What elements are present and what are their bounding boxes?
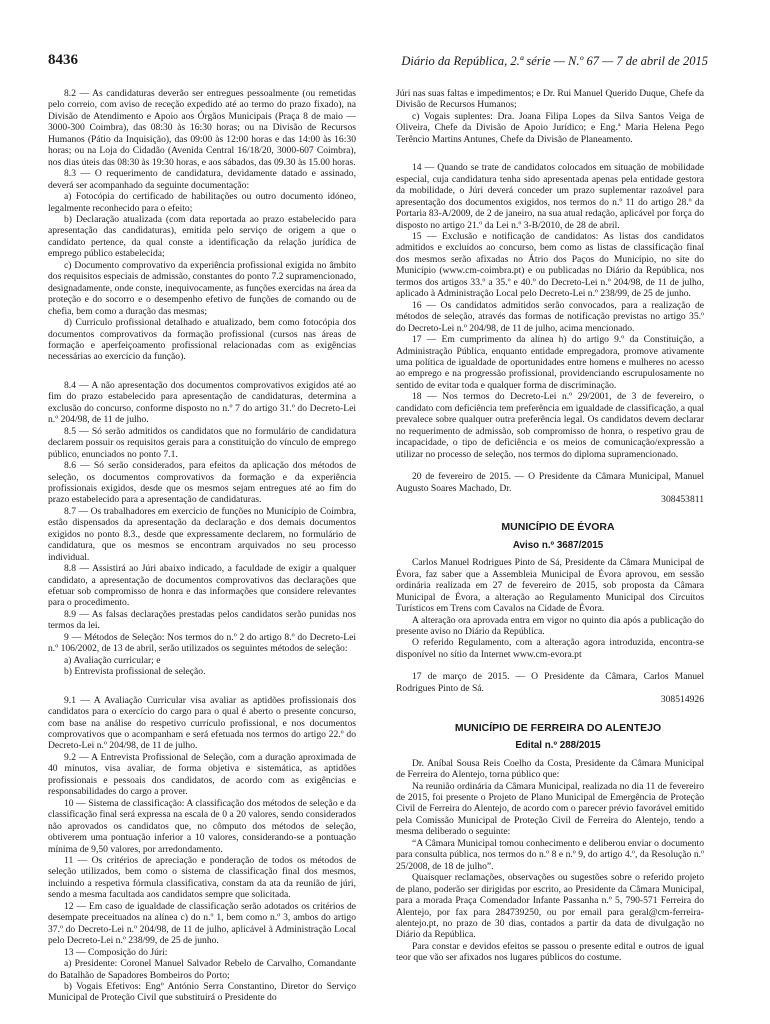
list-item: b) Declaração atualizada (com data reportada ao prazo estabelecido para apresentação das candidaturas), emitida pelo serviço de origem a que o candidato pertence, da qual conste a identificação da relação jurídica de emprego público estabelecida;	[48, 213, 356, 260]
page-number: 8436	[48, 52, 78, 68]
paragraph: Dr. Aníbal Sousa Reis Coelho da Costa, Presidente da Câmara Municipal de Ferreira do Alentejo, torna público que:	[396, 757, 704, 781]
paragraph: Júri nas suas faltas e impedimentos; e Dr. Rui Manuel Querido Duque, Chefe da Divisão de Recursos Humanos;	[396, 88, 704, 111]
reference-number: 308453811	[661, 493, 704, 505]
page-header	[48, 52, 708, 74]
list-item: a) Fotocópia do certificado de habilitações ou outro documento idóneo, legalmente reconhecido para o efeito;	[48, 191, 356, 214]
paragraph: Quaisquer reclamações, observações ou sugestões sobre o referido projeto de plano, poderão ser dirigidas por escrito, ao Presidente da Câmara Municipal, para a morada Praça Comendador Infante Passanha n.º 5, 790-571 Ferreira do Alentejo, por fax para 284739250, ou por email para geral@cm-ferreira-alentejo.pt, no prazo de 30 dias, contados a partir da data de divulgação no Diário da República.	[396, 872, 704, 941]
paragraph: 13 — Composição do Júri:	[64, 946, 168, 958]
list-item: c) Documento comprovativo da experiência profissional exigida no âmbito dos requisitos especiais de admissão, constantes do ponto 7.2 supramencionado, designadamente, onde conste, inequivocamente, as funções exercidas na área da proteção e do socorro e o desempenho efetivo de funções de comando ou de chefia, bem como a duração das mesmas;	[48, 259, 356, 317]
paragraph: 12 — Em caso de igualdade de classificação serão adotados os critérios de desempate preceituados na alínea c) do n.º 1, bem como n.º 3, ambos do artigo 37.º do Decreto-Lei n.º 204/98, de 11 de julho, aplicável à Administração Local pelo Decreto-Lei n.º 238/99, de 25 de junho.	[48, 900, 356, 947]
paragraph: 16 — Os candidatos admitidos serão convocados, para a realização de métodos de seleção, através das formas de notificação previstas no artigo 35.º do Decreto-Lei n.º 204/98, de 11 de julho, acima mencionado.	[396, 299, 704, 334]
paragraph: “A Câmara Municipal tomou conhecimento e deliberou enviar o documento para consulta pública, nos termos do n.º 8 e n.º 9, do artigo 4.º, da Resolução n.º 25/2008, de 18 de julho”.	[396, 837, 704, 872]
paragraph: Na reunião ordinária da Câmara Municipal, realizada no dia 11 de fevereiro de 2015, foi presente o Projeto de Plano Municipal de Emergência de Proteção Civil de Ferreira do Alentejo, de acordo com o parecer prévio favorável emitido pela Comissão Municipal de Proteção Civil de Ferreira do Alentejo, tendo a mesma deliberado o seguinte:	[396, 780, 704, 838]
list-item: d) Curriculo profissional detalhado e atualizado, bem como fotocópia dos documentos comprovativos da formação profissional (cursos nas áreas de formação e aperfeiçoamento profissional relacionadas com as exigências necessárias ao exercício da função).	[48, 317, 356, 363]
list-item: a) Presidente: Coronel Manuel Salvador Rebelo de Carvalho, Comandante do Batalhão de Sapadores Bombeiros do Porto;	[48, 958, 356, 981]
paragraph: 8.7 — Os trabalhadores em exercício de funções no Município de Coimbra, estão dispensados da apresentação da declaração e dos demais documentos exigidos no ponto 8.3., desde que expressamente declarem, no formulário de candidatura, que os mesmos se encontram arquivados no seu processo individual.	[48, 505, 356, 563]
paragraph: Carlos Manuel Rodrigues Pinto de Sá, Presidente da Câmara Municipal de Évora, faz saber que a Assembleia Municipal de Évora aprovou, em sessão ordinária realizada em 27 de fevereiro de 2015, sob proposta da Câmara Municipal de Évora, a alteração ao Regulamento Municipal dos Circuitos Turísticos em Trens com Cavalos na Cidade de Évora.	[396, 557, 704, 615]
signature-line: 17 de março de 2015. — O Presidente da Câmara, Carlos Manuel Rodrigues Pinto de Sá.	[396, 671, 704, 694]
notice-title: Aviso n.º 3687/2015	[512, 539, 604, 551]
journal-title: Diário da República, 2.ª série — N.º 67 — 7 de abril de 2015	[401, 54, 708, 68]
paragraph: 17 — Em cumprimento da alínea h) do artigo 9.º da Constituição, a Administração Pública, enquanto entidade empregadora, promove ativamente uma política de igualdade de oportunidades entre homens e mulheres no acesso ao emprego e na progressão profissional, providenciando escrupulosamente no sentido de evitar toda e qualquer forma de discriminação.	[396, 334, 704, 391]
paragraph: 8.9 — As falsas declarações prestadas pelos candidatos serão punidas nos termos da lei.	[48, 608, 356, 632]
paragraph: O referido Regulamento, com a alteração agora introduzida, encontra-se disponível no sítio da Internet www.cm-evora.pt	[396, 637, 704, 660]
section-heading: MUNICÍPIO DE ÉVORA	[501, 521, 615, 534]
reference-number: 308514926	[660, 694, 704, 706]
list-item: b) Vogais Efetivos: Engº António Serra Constantino, Diretor do Serviço Municipal de Proteção Civil que substituirá o Presidente do	[48, 980, 356, 1004]
paragraph: 8.6 — Só serão considerados, para efeitos da aplicação dos métodos de seleção, os documentos comprovativos da formação e da experiência profissionais exigidos, desde que os mesmos sejam entregues até ao fim do prazo estabelecido para a apresentação de candidaturas.	[48, 460, 356, 506]
paragraph: 8.2 — As candidaturas deverão ser entregues pessoalmente (ou remetidas pelo correio, com aviso de receção expedido até ao termo do prazo fixado), na Divisão de Atendimento e Apoio aos Órgãos Municipais (Praça 8 de maio — 3000-300 Coimbra), das 08:30 às 16:30 horas; ou na Divisão de Recursos Humanos (Pátio da Inquisição), das 09:00 às 12:00 horas e das 14:00 às 16:30 horas; ou na Loja do Cidadão (Avenida Central 16/18/20, 3000-607 Coimbra), nos dias úteis das 08:30 às 19:30 horas, e aos sábados, das 09.30 às 15.00 horas.	[48, 88, 356, 168]
paragraph: 9 — Métodos de Seleção: Nos termos do n.º 2 do artigo 8.º do Decreto-Lei n.º 106/2002, de 13 de abril, serão utilizados os seguintes métodos de seleção:	[48, 631, 356, 655]
paragraph: 8.5 — Só serão admitidos os candidatos que no formulário de candidatura declarem possuir os requisitos gerais para a constituição do vínculo de emprego público, enunciados no ponto 7.1.	[48, 425, 356, 460]
paragraph: 8.4 — A não apresentação dos documentos comprovativos exigidos até ao fim do prazo estabelecido para apresentação de candidaturas, determina a exclusão do concurso, conforme disposto no n.º 7 do artigo 31.º do Decreto-Lei n.º 204/98, de 11 de julho.	[48, 379, 356, 426]
paragraph: 18 — Nos termos do Decreto-Lei n.º 29/2001, de 3 de fevereiro, o candidato com deficiência tem preferência em igualdade de classificação, a qual prevalece sobre qualquer outra preferência legal. Os candidatos devem declarar no requerimento de admissão, sob compromisso de honra, o respetivo grau de incapacidade, o tipo de deficiência e os meios de comunicação/expressão a utilizar no processo de seleção, nos termos do diploma supramencionado.	[396, 391, 704, 460]
section-heading: MUNICÍPIO DE FERREIRA DO ALENTEJO	[454, 721, 662, 734]
left-column	[48, 88, 356, 1004]
paragraph: Para constar e devidos efeitos se passou o presente edital e outros de igual teor que vão ser afixados nos lugares públicos do costume.	[396, 940, 704, 964]
paragraph: 8.3 — O requerimento de candidatura, devidamente datado e assinado, deverá ser acompanhado da seguinte documentação:	[48, 168, 356, 191]
list-item: a) Avaliação curricular; e	[64, 654, 161, 666]
paragraph: 9.1 — A Avaliação Curricular visa avaliar as aptidões profissionais dos candidatos para o exercício do cargo para o qual é aberto o presente concurso, com base na análise do respetivo currículo profissional, e nos documentos comprovativos que o acompanham e será efetuada nos termos do artigo 22.º do Decreto-Lei n.º 204/98, de 11 de julho.	[48, 694, 356, 752]
paragraph: 15 — Exclusão e notificação de candidatos: As listas dos candidatos admitidos e excluídos ao concurso, bem como as listas de classificação final dos mesmos serão afixadas no Átrio dos Paços do Município, no site do Município (www.cm-coimbra.pt) e ou publicadas no Diário da República, nos termos dos artigos 33.º a 35.º e 40.º do Decreto-Lei n.º 204/98, de 11 de julho, aplicado à Administração Local pelo Decreto-Lei n.º 238/99, de 25 de junho.	[396, 230, 704, 300]
list-item: c) Vogais suplentes: Dra. Joana Filipa Lopes da Silva Santos Veiga de Oliveira, Chefe da Divisão de Apoio Jurídico; e Eng.ª Maria Helena Pego Terêncio Martins Antunes, Chefe da Divisão de Planeamento.	[396, 110, 704, 145]
signature-line: 20 de fevereiro de 2015. — O Presidente da Câmara Municipal, Manuel Augusto Soares Machado, Dr.	[396, 471, 704, 494]
paragraph: 9.2 — A Entrevista Profissional de Seleção, com a duração aproximada de 40 minutos, visa avaliar, de forma objetiva e sistemática, as aptidões profissionais e pessoais dos candidatos, de acordo com as exigências e responsabilidades do cargo a prover.	[48, 751, 356, 798]
notice-title: Edital n.º 288/2015	[515, 740, 601, 752]
paragraph: 10 — Sistema de classificação: A classificação dos métodos de seleção e da classificação final será expressa na escala de 0 a 20 valores, sendo considerados não aprovados os candidatos que, no cômputo dos métodos de seleção, obtiverem uma pontuação inferior a 10 valores, considerando-se a pontuação mínima de 9,50 valores, por arredondamento.	[48, 797, 356, 855]
paragraph: 14 — Quando se trate de candidatos colocados em situação de mobilidade especial, cuja candidatura tenha sido apresentada apenas pela entidade gestora da mobilidade, o Júri deverá conceder um prazo suplementar razoável para apresentação dos documentos exigidos, nos termos do n.º 11 do artigo 28.º da Portaria 83-A/2009, de 2 de janeiro, na sua atual redação, aplicável por força do disposto no artigo 21.º da Lei n.º 3-B/2010, de 28 de abril.	[396, 162, 704, 231]
paragraph: 8.8 — Assistirá ao Júri abaixo indicado, a faculdade de exigir a qualquer candidato, a apresentação de documentos comprovativos das declarações que efetuar sob compromisso de honra e das informações que considere relevantes para o procedimento.	[48, 563, 356, 609]
paragraph: 11 — Os critérios de apreciação e ponderação de todos os métodos de seleção utilizados, bem como o sistema de classificação final dos mesmos, incluindo a respetiva fórmula classificativa, constam da ata da reunião de júri, sendo a mesma facultada aos candidatos sempre que solicitada.	[48, 855, 356, 901]
right-column	[396, 88, 704, 964]
paragraph: A alteração ora aprovada entra em vigor no quinto dia após a publicação do presente aviso no Diário da República.	[396, 614, 704, 638]
list-item: b) Entrevista profissional de seleção.	[64, 666, 206, 678]
